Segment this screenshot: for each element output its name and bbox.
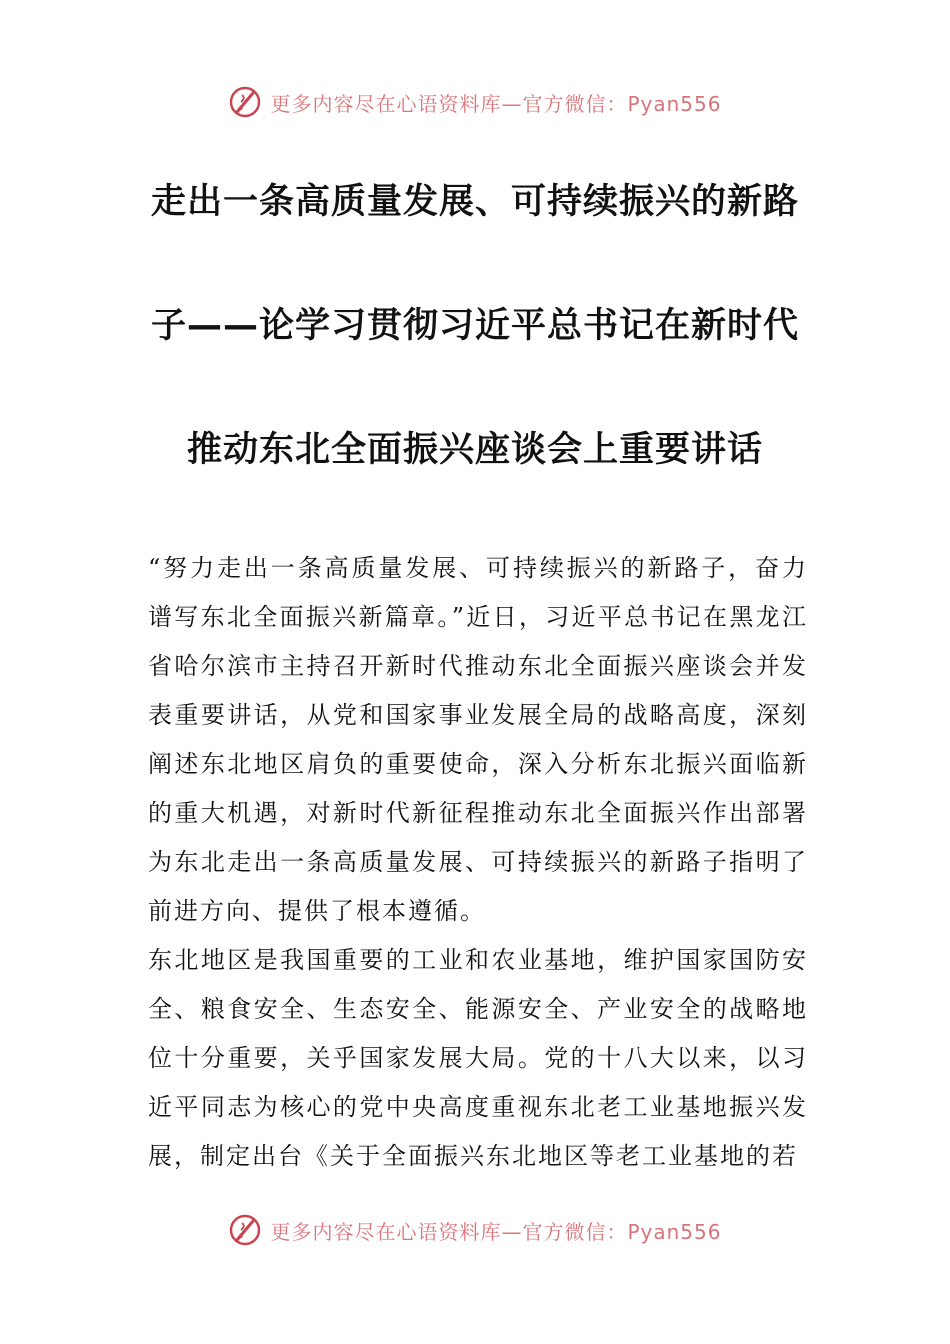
title-line-1: 走出一条高质量发展、可持续振兴的新路 — [150, 182, 799, 222]
pen-logo-icon — [228, 1213, 262, 1247]
header-watermark — [0, 80, 950, 124]
watermark-text: 更多内容尽在心语资料库—官方微信：Pyan556 — [270, 91, 722, 116]
paragraph-1: “努力走出一条高质量发展、可持续振兴的新路子，奋力谱写东北全面振兴新篇章。”近日，习近平总书记在黑龙江省哈尔滨市主持召开新时代推动东北全面振兴座谈会并发表重要讲话，从党和国家事业发展全局的战略高度，深刻阐述东北地区肩负的重要使命，深入分析东北振兴面临新的重大机遇，对新时代新征程推动东北全面振兴作出部署为东北走出一条高质量发展、可持续振兴的新路子指明了前进方向、提供了根本遵循。 — [148, 554, 808, 925]
footer-watermark — [0, 1208, 950, 1252]
body-text — [148, 544, 808, 1181]
paragraph-2: 东北地区是我国重要的工业和农业基地，维护国家国防安全、粮食安全、生态安全、能源安全、产业安全的战略地位十分重要，关乎国家发展大局。党的十八大以来，以习近平同志为核心的党中央高度重视东北老工业基地振兴发展，制定出台《关于全面振兴东北地区等老工业基地的若 — [148, 946, 808, 1170]
document-title — [0, 160, 950, 532]
title-line-2: 子——论学习贯彻习近平总书记在新时代 — [150, 306, 799, 346]
title-line-3: 推动东北全面振兴座谈会上重要讲话 — [186, 430, 763, 470]
pen-logo-icon — [228, 85, 262, 119]
watermark-text: 更多内容尽在心语资料库—官方微信：Pyan556 — [270, 1219, 722, 1244]
